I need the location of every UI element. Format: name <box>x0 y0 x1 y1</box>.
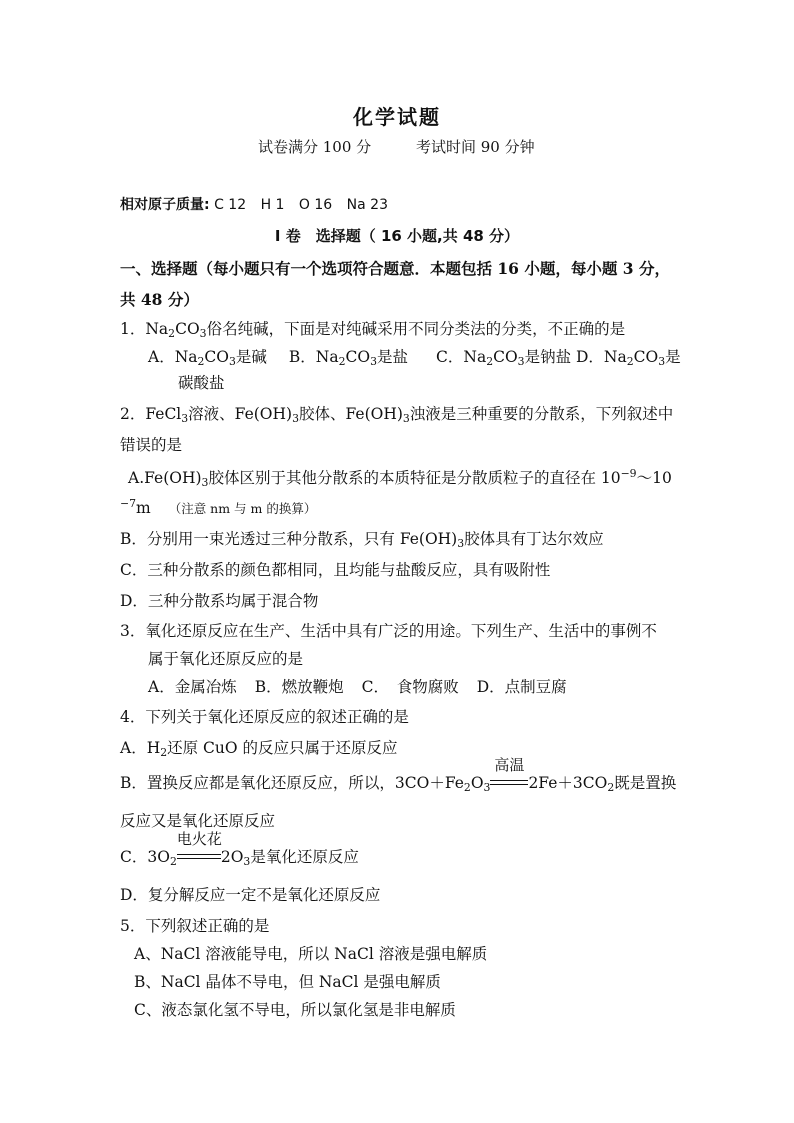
q2-option-c: C．三种分散系的颜色都相同，且均能与盐酸反应，具有吸附性 <box>120 561 551 579</box>
q4-option-d: D．复分解反应一定不是氧化还原反应 <box>120 886 381 904</box>
q5-option-a: A、NaCl 溶液能导电，所以 NaCl 溶液是强电解质 <box>134 945 488 963</box>
exam-time-text: 考试时间 90 分钟 <box>416 138 535 156</box>
q2-option-a-continued: $^{-7}$m （注意 nm 与 m 的换算） <box>120 497 317 517</box>
q3-stem: 3．氧化还原反应在生产、生活中具有广泛的用途。下列生产、生活中的事例不 <box>120 622 657 640</box>
atomic-mass-line <box>120 198 398 212</box>
atomic-mass-label: 相对原子质量: <box>120 197 210 213</box>
q3-stem-line2: 属于氧化还原反应的是 <box>148 650 304 668</box>
q2-option-d: D．三种分散系均属于混合物 <box>120 592 319 610</box>
q4-condition-high-temp: 高温 <box>494 756 525 774</box>
q4-reaction-arrow-spark <box>176 830 222 866</box>
q1-stem: 1．$Na_2CO_3$俗名纯碱，下面是对纯碱采用不同分类法的分类，不正确的是 <box>120 320 626 341</box>
q1-option-d-continued: 碳酸盐 <box>178 374 225 392</box>
q4-reaction-arrow <box>490 756 528 792</box>
q3-option-c: C． 食物腐败 <box>361 678 459 696</box>
q3-option-d: D．点制豆腐 <box>476 678 567 696</box>
q1-options <box>148 348 681 369</box>
q4-option-c: C．$3O_2$ 电火花 $2O_3$是氧化还原反应 <box>120 830 359 869</box>
q2-stem: 2．FeCl$_3$溶液、$Fe(OH)_3$胶体、$Fe(OH)_3$浊液是三种重要的分散系，下列叙述中 <box>120 405 674 426</box>
q4-condition-spark: 电火花 <box>176 830 222 848</box>
q3-options <box>148 680 567 696</box>
q3-option-a: A．金属冶炼 <box>148 678 237 696</box>
atomic-mass-c: C 12 <box>214 197 247 213</box>
part-heading-line1: 一、选择题（每小题只有一个选项符合题意．本题包括 16 小题，每小题 3 分， <box>120 259 670 278</box>
q2-note: （注意 nm 与 m 的换算） <box>168 501 317 516</box>
q2-option-a: $A.Fe(OH)_3$胶体区别于其他分散系的本质特征是分散质粒子的直径在 $10^{-9}\sim 10$ <box>128 467 672 490</box>
q4-option-a: A．$H_2$还原 CuO 的反应只属于还原反应 <box>120 739 398 760</box>
section-heading: I 卷 选择题（ 16 小题,共 48 分） <box>274 227 520 245</box>
q2-option-b: B．分别用一束光透过三种分散系，只有 $Fe(OH)_3$胶体具有丁达尔效应 <box>120 530 604 551</box>
atomic-mass-o: O 16 <box>298 197 333 213</box>
q4-stem: 4．下列关于氧化还原反应的叙述正确的是 <box>120 708 409 726</box>
q1-option-a: A．$Na_2CO_3$是碱 <box>148 348 267 369</box>
q4-option-b: B．置换反应都是氧化还原反应，所以，$3CO+Fe_2O_3$ 高温 $2Fe+3CO_2$既是置换 <box>120 756 677 795</box>
part-heading-line2: 共 48 分） <box>120 290 199 309</box>
exam-title: 化学试题 <box>353 105 441 129</box>
atomic-mass-h: H 1 <box>260 197 285 213</box>
full-score-text: 试卷满分 100 分 <box>258 138 372 156</box>
q5-option-c: C、液态氯化氢不导电，所以氯化氢是非电解质 <box>134 1001 456 1019</box>
q5-stem: 5．下列叙述正确的是 <box>120 917 270 935</box>
q1-option-b: B．$Na_2CO_3$是盐 <box>288 348 409 369</box>
atomic-mass-na: Na 23 <box>346 197 388 213</box>
q4-option-b-continued: 反应又是氧化还原反应 <box>120 812 276 830</box>
q2-stem-line2: 错误的是 <box>120 436 183 454</box>
q3-option-b: B．燃放鞭炮 <box>254 678 344 696</box>
q1-option-c-d: C．$Na_2CO_3$是钠盐 D．$Na_2CO_3$是 <box>436 348 681 369</box>
q5-option-b: B、NaCl 晶体不导电，但 NaCl 是强电解质 <box>134 973 441 991</box>
